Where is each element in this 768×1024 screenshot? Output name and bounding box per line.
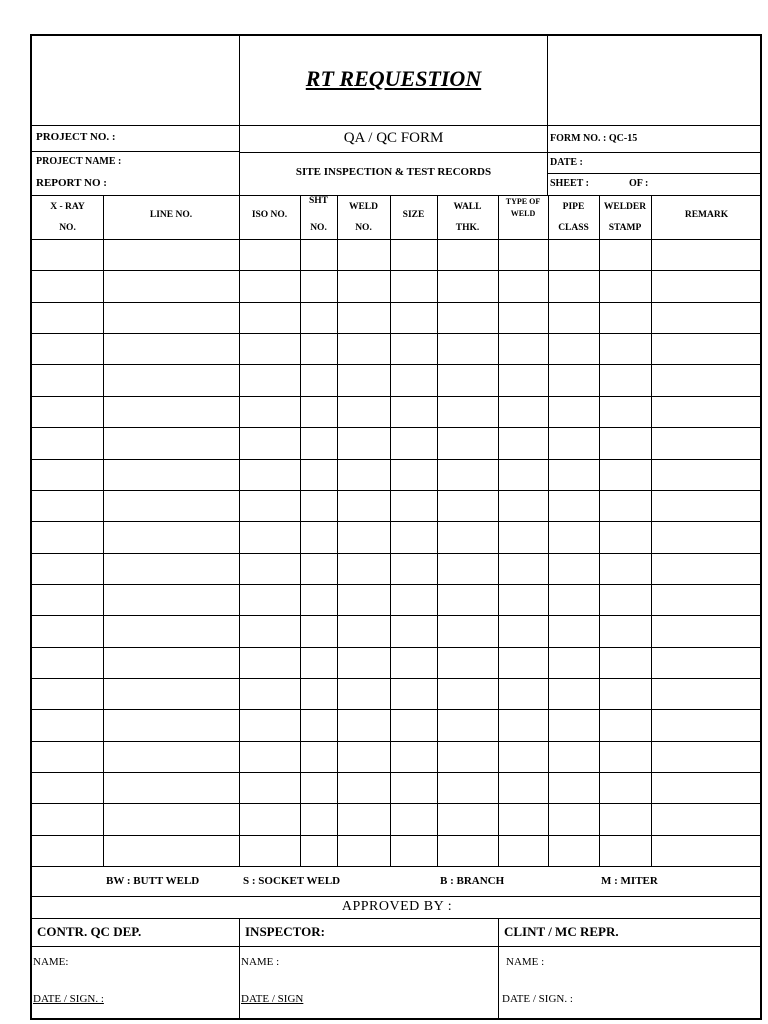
table-row bbox=[32, 239, 762, 240]
col-remark-header: REMARK bbox=[684, 210, 729, 220]
table-row bbox=[32, 772, 762, 773]
client-repr-label: CLINT / MC REPR. bbox=[504, 924, 619, 939]
legend-butt-weld: BW : BUTT WELD bbox=[106, 875, 200, 887]
col-size-header: SIZE bbox=[402, 210, 425, 220]
table-column-divider bbox=[548, 195, 549, 866]
table-column-divider bbox=[651, 195, 652, 866]
site-inspection-label: SITE INSPECTION & TEST RECORDS bbox=[295, 166, 492, 178]
legend-miter: M : MITER bbox=[601, 875, 658, 887]
table-row bbox=[32, 396, 762, 397]
client-date-sign-label: DATE / SIGN. : bbox=[502, 993, 573, 1005]
table-column-divider bbox=[337, 195, 338, 866]
header-divider-right bbox=[547, 36, 548, 195]
table-column-divider bbox=[390, 195, 391, 866]
table-row bbox=[32, 615, 762, 616]
table-row bbox=[32, 553, 762, 554]
table-top-line bbox=[32, 195, 762, 196]
client-name-label: NAME : bbox=[506, 956, 545, 968]
of-label: OF : bbox=[629, 178, 649, 189]
table-column-divider bbox=[300, 195, 301, 866]
table-row bbox=[32, 490, 762, 491]
contr-name-label: NAME: bbox=[33, 956, 69, 968]
col-sht-no-header: SHT bbox=[308, 196, 328, 206]
inspector-label: INSPECTOR: bbox=[245, 924, 325, 939]
inspector-name-label: NAME : bbox=[241, 956, 280, 968]
table-row bbox=[32, 521, 762, 522]
table-row bbox=[32, 302, 762, 303]
report-no-label: REPORT NO : bbox=[36, 177, 107, 189]
form-no-label: FORM NO. : QC-15 bbox=[550, 133, 638, 144]
table-row bbox=[32, 364, 762, 365]
approved-by-label: APPROVED BY : bbox=[341, 899, 453, 914]
col-weld-no-header: WELD bbox=[348, 202, 379, 212]
col-welder-stamp-header: WELDER bbox=[603, 202, 647, 212]
table-row bbox=[32, 803, 762, 804]
table-row bbox=[32, 678, 762, 679]
table-column-divider bbox=[437, 195, 438, 866]
legend-branch: B : BRANCH bbox=[440, 875, 505, 887]
table-row bbox=[32, 270, 762, 271]
table-row bbox=[32, 427, 762, 428]
table-row bbox=[32, 835, 762, 836]
project-no-label: PROJECT NO. : bbox=[36, 131, 116, 143]
table-row bbox=[32, 584, 762, 585]
form-title: RT REQUESTION bbox=[305, 66, 482, 91]
sheet-label: SHEET : bbox=[550, 178, 589, 189]
table-column-divider bbox=[599, 195, 600, 866]
table-row bbox=[32, 709, 762, 710]
col-type-of-weld-header: TYPE OF bbox=[505, 197, 541, 206]
legend-socket-weld: S : SOCKET WELD bbox=[243, 875, 341, 887]
col-xray-header: X - RAY bbox=[50, 202, 85, 212]
project-name-label: PROJECT NAME : bbox=[36, 156, 122, 167]
inspector-date-sign-label: DATE / SIGN bbox=[241, 993, 304, 1005]
table-column-divider bbox=[103, 195, 104, 866]
qa-qc-form-label: QA / QC FORM bbox=[343, 130, 444, 146]
col-pipe-class-header: PIPE bbox=[562, 202, 585, 212]
header-line bbox=[32, 125, 762, 126]
col-wall-thk-header: WALL bbox=[453, 202, 482, 212]
rt-requestion-form: RT REQUESTION PROJECT NO. : PROJECT NAME : REPORT NO : QA / QC FORM SITE INSPECTION & TEST RECORDS FORM NO. : QC-15 DATE : SHEET : OF : X - RAY NO. LINE NO. ISO NO. SHT NO. WELD NO. SIZE WALL THK. TYPE OF WELD PIPE CLASS WELDER STAMP REMARK BW : BUTT WELD S : SOCKET WELD B : BRANCH M : MITER APPROVED BY : CONTR. QC DEP. INSPECTOR: CLINT / MC REPR. NAME: NAME : NAME : DATE / SIGN. : DATE / SIGN DATE / SIGN. : bbox=[30, 34, 762, 1020]
table-row bbox=[32, 459, 762, 460]
col-iso-no-header: ISO NO. bbox=[251, 210, 288, 220]
table-column-divider bbox=[239, 195, 240, 866]
col-line-no-header: LINE NO. bbox=[149, 210, 193, 220]
table-row bbox=[32, 333, 762, 334]
table-column-divider bbox=[498, 195, 499, 866]
contr-date-sign-label: DATE / SIGN. : bbox=[33, 993, 104, 1005]
table-row bbox=[32, 741, 762, 742]
date-label: DATE : bbox=[550, 157, 583, 168]
table-row bbox=[32, 647, 762, 648]
contr-qc-dep-label: CONTR. QC DEP. bbox=[37, 924, 142, 939]
